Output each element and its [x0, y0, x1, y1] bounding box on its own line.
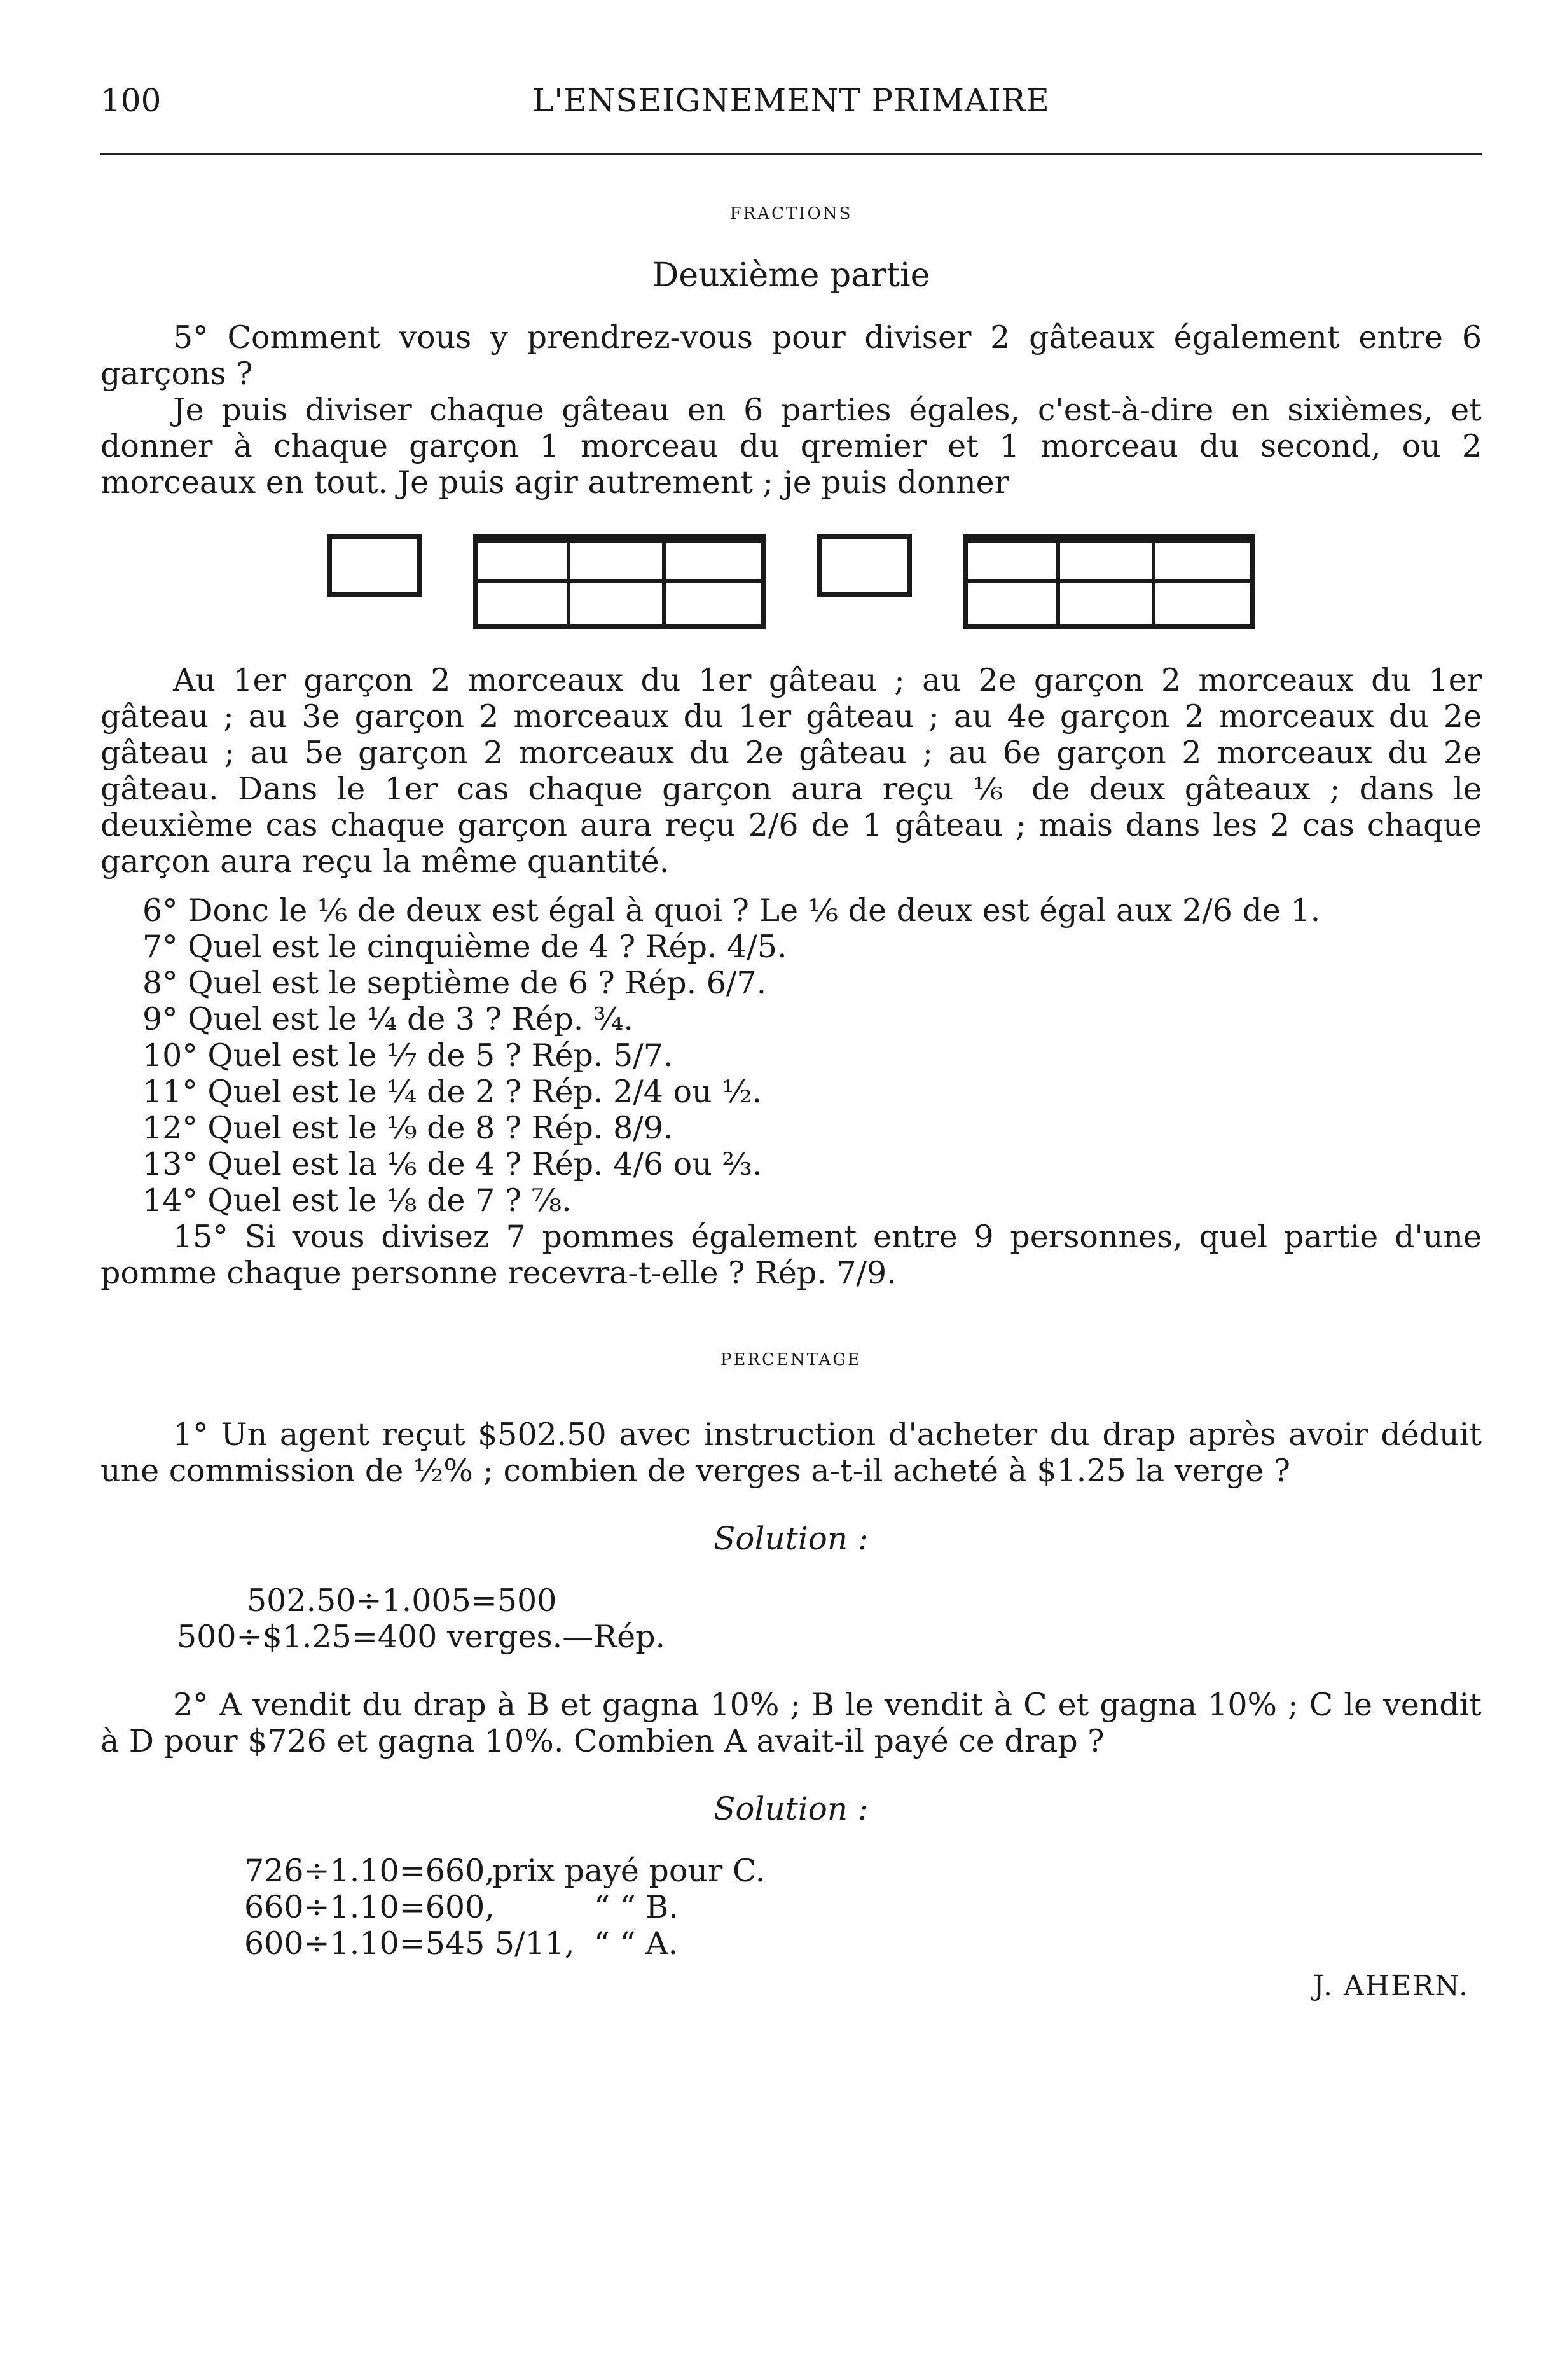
cake-diagram: [100, 534, 1482, 629]
page-number: 100: [100, 82, 162, 119]
page: [100, 83, 1482, 2004]
header-rule: [100, 153, 1482, 155]
percentage-problem-1: 1° Un agent reçut $502.50 avec instruction d'acheter du drap après avoir déduit une commission de ½% ; combien de verges a-t-il acheté à $1.25 la verge ?: [100, 1416, 1482, 1489]
solution-1: [100, 1582, 1482, 1655]
question-list: [100, 892, 1482, 1291]
page-header: [100, 83, 1482, 132]
question-12: 12° Quel est le ⅑ de 8 ? Rép. 8/9.: [142, 1110, 673, 1146]
question-5: 5° Comment vous y prendrez-vous pour diviser 2 gâteaux également entre 6 garçons ?: [100, 319, 1482, 392]
subheading: Deuxième partie: [652, 256, 930, 294]
signature: J. AHERN.: [1313, 1970, 1469, 2002]
section-label-fractions: FRACTIONS: [729, 204, 853, 223]
question-7: 7° Quel est le cinquième de 4 ? Rép. 4/5.: [142, 929, 787, 965]
solution-2-line: 660÷1.10=600, “ “ B.: [244, 1889, 679, 1925]
question-14: 14° Quel est le ⅛ de 7 ? ⅞.: [142, 1182, 572, 1219]
answer-5: Je puis diviser chaque gâteau en 6 parties égales, c'est-à-dire en sixièmes, et donner à chaque garçon 1 morceau du qremier et 1 morceau du second, ou 2 morceaux en tout. Je puis agir autrement ; je puis donner: [100, 392, 1482, 501]
running-title: L'ENSEIGNEMENT PRIMAIRE: [532, 82, 1050, 119]
solution-2-line: 726÷1.10=660,prix payé pour C.: [244, 1853, 766, 1889]
question-10: 10° Quel est le ⅐ de 5 ? Rép. 5/7.: [142, 1037, 673, 1074]
solution-label-2: Solution :: [714, 1790, 869, 1827]
question-11: 11° Quel est le ¼ de 2 ? Rép. 2/4 ou ½.: [142, 1074, 762, 1110]
percentage-problem-2: 2° A vendit du drap à B et gagna 10% ; B le vendit à C et gagna 10% ; C le vendit à D pour $726 et gagna 10%. Combien A avait-il payé ce drap ?: [100, 1687, 1482, 1759]
solution-1-line: 500÷$1.25=400 verges.—Rép.: [177, 1619, 666, 1655]
question-13: 13° Quel est la ⅙ de 4 ? Rép. 4/6 ou ⅔.: [142, 1146, 762, 1182]
question-6: 6° Donc le ⅙ de deux est égal à quoi ? Le ⅙ de deux est égal aux 2/6 de 1.: [142, 892, 1321, 929]
question-15: 15° Si vous divisez 7 pommes également entre 9 personnes, quel partie d'une pomme chaque personne recevra-t-elle ? Rép. 7/9.: [100, 1219, 1482, 1291]
question-9: 9° Quel est le ¼ de 3 ? Rép. ¾.: [142, 1001, 633, 1037]
question-8: 8° Quel est le septième de 6 ? Rép. 6/7.: [142, 965, 767, 1001]
solution-1-line: 502.50÷1.005=500: [247, 1582, 557, 1619]
cake-whole-icon: [327, 534, 422, 597]
solution-2-line: 600÷1.10=545 5/11, “ “ A.: [244, 1925, 679, 1961]
solution-2: [100, 1853, 1482, 1961]
diagram-explanation: Au 1er garçon 2 morceaux du 1er gâteau ; au 2e garçon 2 morceaux du 1er gâteau ; au 3e garçon 2 morceaux du 1er gâteau ; au 4e garçon 2 morceaux du 2e gâteau ; au 5e garçon 2 morceaux du 2e gâteau ; au 6e garçon 2 morceaux du 2e gâteau. Dans le 1er cas chaque garçon aura reçu ⅙ de deux gâteaux ; dans le deuxième cas chaque garçon aura reçu 2/6 de 1 gâteau ; mais dans les 2 cas chaque garçon aura reçu la même quantité.: [100, 662, 1482, 880]
cake-whole-icon: [817, 534, 912, 597]
section-label-percentage: PERCENTAGE: [720, 1350, 862, 1369]
cake-divided-icon: [473, 534, 766, 629]
solution-label-1: Solution :: [714, 1520, 869, 1557]
cake-divided-icon: [963, 534, 1255, 629]
